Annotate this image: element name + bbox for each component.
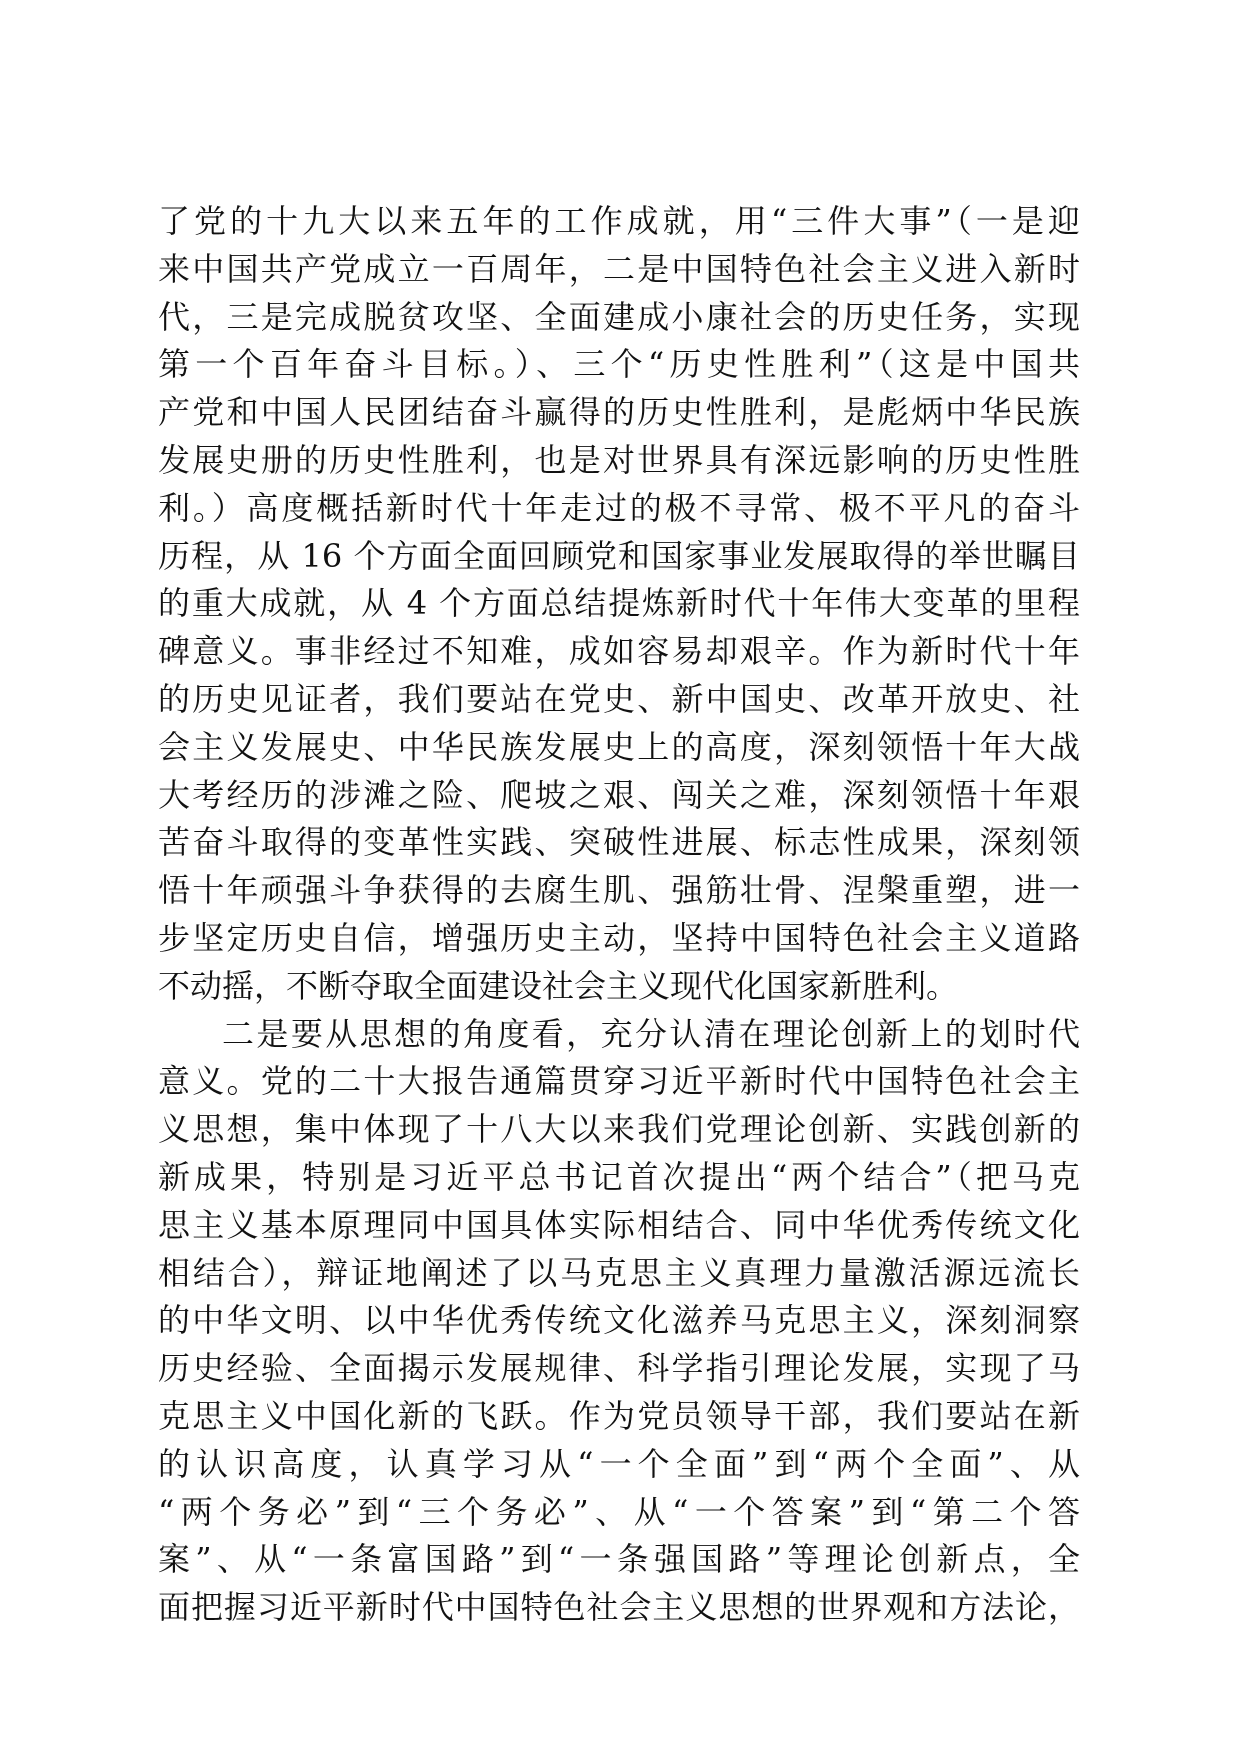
text-line: 悟十年顽强斗争获得的去腐生肌、强筋壮骨、涅槃重塑，进一 [158, 871, 1080, 910]
text-line: 历程，从 16 个方面全面回顾党和国家事业发展取得的举世瞩目 [158, 536, 1080, 575]
text-line: 义思想，集中体现了十八大以来我们党理论创新、实践创新的 [158, 1110, 1080, 1149]
text-line: 克思主义中国化新的飞跃。作为党员领导干部，我们要站在新 [158, 1396, 1080, 1435]
text-line: 产党和中国人民团结奋斗赢得的历史性胜利，是彪炳中华民族 [158, 393, 1080, 432]
text-line: 代，三是完成脱贫攻坚、全面建成小康社会的历史任务，实现 [158, 297, 1080, 336]
text-line: 意义。党的二十大报告通篇贯穿习近平新时代中国特色社会主 [158, 1062, 1080, 1101]
text-line: 相结合），辩证地阐述了以马克思主义真理力量激活源远流长 [158, 1253, 1080, 1292]
text-line: 的认识高度，认真学习从“一个全面”到“两个全面”、从 [158, 1444, 1080, 1483]
text-line: 大考经历的涉滩之险、爬坡之艰、闯关之难，深刻领悟十年艰 [158, 775, 1080, 814]
text-line: 的重大成就，从 4 个方面总结提炼新时代十年伟大变革的里程 [158, 584, 1080, 623]
text-line: 第一个百年奋斗目标。）、三个“历史性胜利”（这是中国共 [158, 345, 1080, 384]
text-line: 了党的十九大以来五年的工作成就，用“三件大事”（一是迎 [158, 202, 1080, 240]
text-line: 发展史册的历史性胜利，也是对世界具有深远影响的历史性胜 [158, 440, 1080, 479]
text-line: 面把握习近平新时代中国特色社会主义思想的世界观和方法论， [158, 1588, 1080, 1627]
text-line: 案”、从“一条富国路”到“一条强国路”等理论创新点，全 [158, 1540, 1080, 1579]
paragraph-end-line: 不动摇，不断夺取全面建设社会主义现代化国家新胜利。 [158, 966, 959, 1005]
text-line: “两个务必”到“三个务必”、从“一个答案”到“第二个答 [158, 1492, 1080, 1531]
text-line: 思主义基本原理同中国具体实际相结合、同中华优秀传统文化 [158, 1205, 1080, 1244]
text-line: 碑意义。事非经过不知难，成如容易却艰辛。作为新时代十年 [158, 632, 1080, 671]
text-line: 历史经验、全面揭示发展规律、科学指引理论发展，实现了马 [158, 1349, 1080, 1388]
text-line: 的历史见证者，我们要站在党史、新中国史、改革开放史、社 [158, 679, 1080, 718]
text-line: 新成果，特别是习近平总书记首次提出“两个结合”（把马克 [158, 1157, 1080, 1196]
text-line: 步坚定历史自信，增强历史主动，坚持中国特色社会主义道路 [158, 918, 1080, 957]
paragraph-start-line: 二是要从思想的角度看，充分认清在理论创新上的划时代 [222, 1014, 1080, 1053]
text-line: 苦奋斗取得的变革性实践、突破性进展、标志性成果，深刻领 [158, 823, 1080, 862]
text-line: 的中华文明、以中华优秀传统文化滋养马克思主义，深刻洞察 [158, 1301, 1080, 1340]
text-line: 会主义发展史、中华民族发展史上的高度，深刻领悟十年大战 [158, 727, 1080, 766]
body-text [158, 198, 1080, 1632]
text-line: 利。）高度概括新时代十年走过的极不寻常、极不平凡的奋斗 [158, 488, 1080, 527]
text-line: 来中国共产党成立一百周年，二是中国特色社会主义进入新时 [158, 249, 1080, 288]
